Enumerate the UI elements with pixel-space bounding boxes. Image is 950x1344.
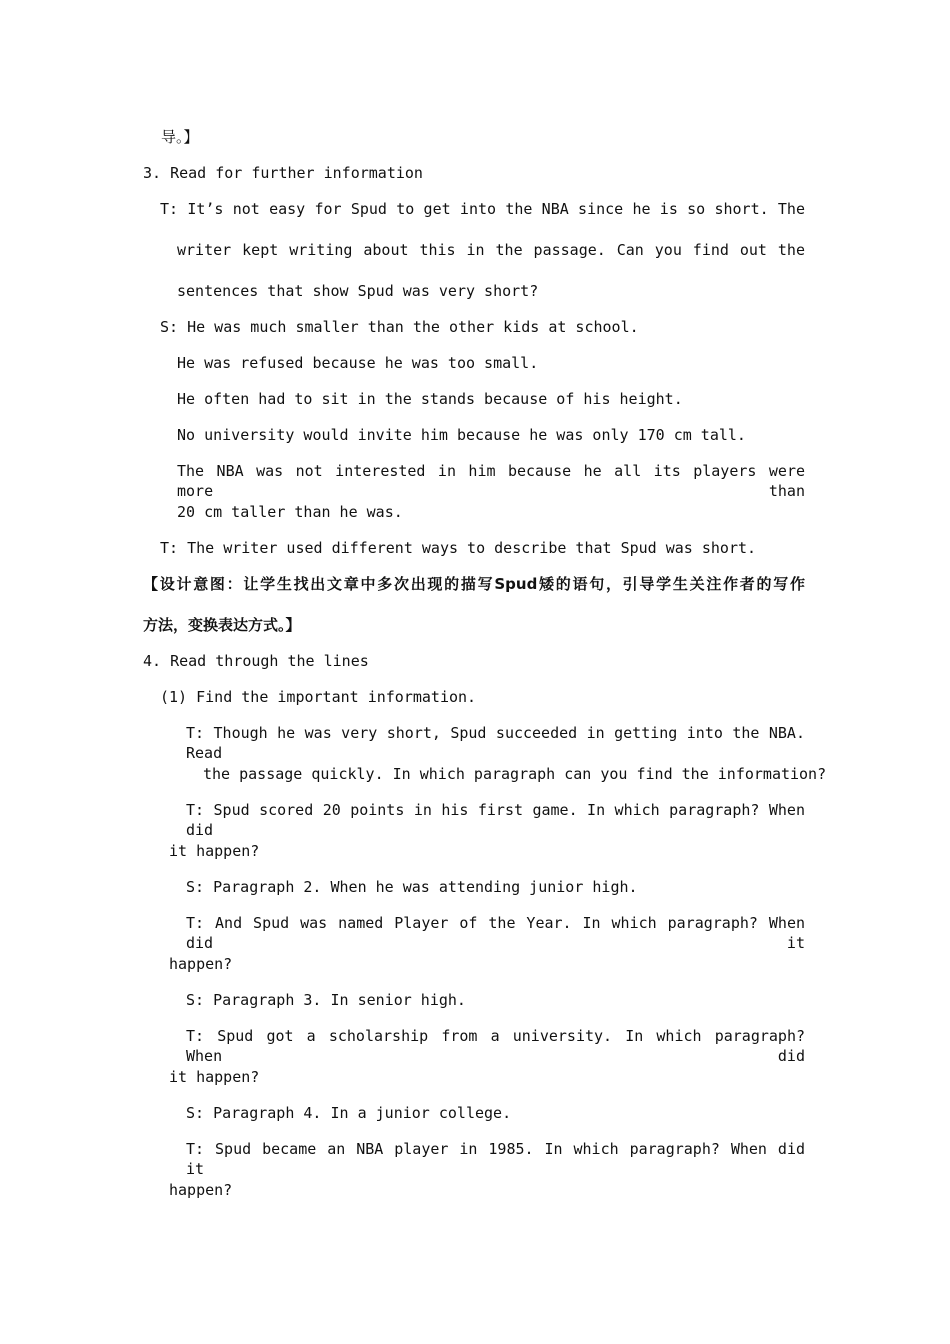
design-note-tail: 导。】 xyxy=(161,128,199,146)
student-line-cont: The NBA was not interested in him because he all its players were more than xyxy=(177,462,805,500)
teacher-line: T: Spud got a scholarship from a university. In which paragraph? When did xyxy=(186,1027,805,1065)
teacher-line: T: The writer used different ways to describe that Spud was short. xyxy=(160,539,757,557)
section-heading-3: 3. Read for further information xyxy=(143,164,423,182)
section-heading-4: 4. Read through the lines xyxy=(143,652,369,670)
student-line-cont: He often had to sit in the stands because of his height. xyxy=(177,390,683,408)
teacher-line-cont: happen? xyxy=(169,955,233,973)
design-note: 【设计意图：让学生找出文章中多次出现的描写Spud矮的语句，引导学生关注作者的写作 xyxy=(143,575,805,593)
teacher-line: T: Though he was very short, Spud succeeded in getting into the NBA. Read xyxy=(186,724,805,762)
teacher-line-cont: it happen? xyxy=(169,842,260,860)
subsection-heading: (1) Find the important information. xyxy=(160,688,477,706)
teacher-line: T: Spud scored 20 points in his first game. In which paragraph? When did xyxy=(186,801,805,839)
student-line-cont: He was refused because he was too small. xyxy=(177,354,539,372)
design-note-cont: 方法，变换表达方式。】 xyxy=(143,616,301,634)
student-line: S: Paragraph 3. In senior high. xyxy=(186,991,466,1009)
student-line-cont: 20 cm taller than he was. xyxy=(177,503,403,521)
teacher-line-cont: happen? xyxy=(169,1181,233,1199)
student-line: S: He was much smaller than the other kids at school. xyxy=(160,318,639,336)
teacher-line-cont: sentences that show Spud was very short? xyxy=(177,282,539,300)
student-line-cont: No university would invite him because he was only 170 cm tall. xyxy=(177,426,746,444)
teacher-line-cont: the passage quickly. In which paragraph can you find the information? xyxy=(203,765,827,783)
teacher-line: T: Spud became an NBA player in 1985. In which paragraph? When did it xyxy=(186,1140,805,1178)
student-line: S: Paragraph 4. In a junior college. xyxy=(186,1104,512,1122)
teacher-line-cont: writer kept writing about this in the passage. Can you find out the xyxy=(177,241,805,259)
student-line: S: Paragraph 2. When he was attending junior high. xyxy=(186,878,638,896)
teacher-line-cont: it happen? xyxy=(169,1068,260,1086)
teacher-line: T: And Spud was named Player of the Year. In which paragraph? When did it xyxy=(186,914,805,952)
teacher-line: T: It’s not easy for Spud to get into the NBA since he is so short. The xyxy=(160,200,805,218)
